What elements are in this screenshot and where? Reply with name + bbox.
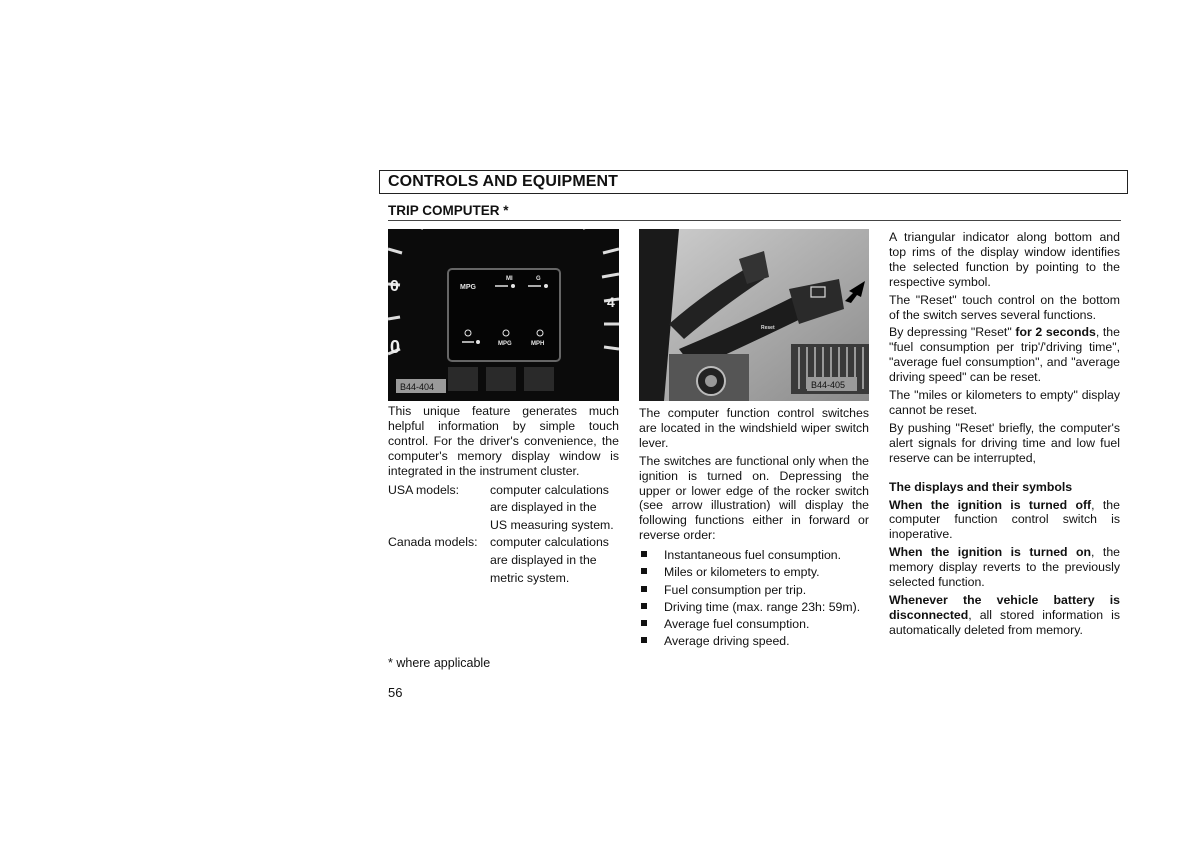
figure-code-1: B44-404 <box>400 382 435 392</box>
model-text-line: metric system. <box>490 570 570 585</box>
bullet-icon <box>641 568 647 574</box>
model-text-line: are displayed in the <box>490 552 597 567</box>
display-label-mpg-top: MPG <box>460 284 476 291</box>
reset-label: Reset <box>761 325 775 331</box>
no-reset-paragraph: The "miles or kilometers to empty" display cannot be reset. <box>889 388 1120 417</box>
display-label-mph: MPH <box>531 341 545 347</box>
svg-text:4: 4 <box>607 294 615 310</box>
text-run: By depressing "Reset" <box>889 325 1016 340</box>
list-item-text: Miles or kilometers to empty. <box>664 565 820 580</box>
model-row-canada <box>388 534 619 587</box>
model-text-line: are displayed in the <box>490 500 597 515</box>
bold-text-run: When the ignition is turned off <box>889 497 1092 512</box>
footnote: * where applicable <box>388 656 491 670</box>
reset-hold-paragraph <box>889 325 1120 385</box>
instrument-cluster-illustration <box>388 229 619 401</box>
list-item <box>639 599 869 616</box>
bold-text-run: When the ignition is turned on <box>889 545 1092 560</box>
intro-paragraph: This unique feature generates much helpful information by simple touch control. For the driver's convenience, the computer's memory display window is integrated in the instrument cluster. <box>388 404 619 478</box>
model-text-line: US measuring system. <box>490 517 614 532</box>
list-item-text: Instantaneous fuel consumption. <box>664 548 842 563</box>
wiper-switch-illustration <box>639 229 869 401</box>
model-label-usa: USA models: <box>388 482 460 497</box>
battery-paragraph <box>889 593 1120 638</box>
list-item <box>639 582 869 599</box>
column-middle <box>639 406 869 650</box>
reset-brief-paragraph: By pushing "Reset' briefly, the computer's alert signals for driving time and low fuel reserve can be interrupted, <box>889 420 1120 465</box>
model-text-line: computer calculations <box>490 535 609 550</box>
model-row-usa <box>388 482 619 535</box>
text-run: , the memory display reverts to the previously selected function. <box>889 545 1120 590</box>
section-title: TRIP COMPUTER * <box>388 203 509 218</box>
display-label-mi: MI <box>506 276 513 282</box>
chapter-title: CONTROLS AND EQUIPMENT <box>388 173 619 190</box>
display-label-mpg-bottom: MPG <box>498 341 512 347</box>
text-run: , all stored information is automatically deleted from memory. <box>889 607 1120 637</box>
chapter-header <box>379 170 1128 194</box>
page-number: 56 <box>388 685 403 700</box>
bullet-icon <box>641 586 647 592</box>
bold-text-run: Whenever the vehicle battery is disconnected <box>889 592 1120 622</box>
model-text-line: computer calculations <box>490 482 609 497</box>
list-item <box>639 547 869 564</box>
bold-text-run: for 2 seconds <box>1015 325 1096 340</box>
list-item-text: Average driving speed. <box>664 634 790 649</box>
model-label-canada: Canada models: <box>388 535 478 550</box>
list-item <box>639 616 869 633</box>
list-item-text: Average fuel consumption. <box>664 616 810 631</box>
reset-paragraph: The "Reset" touch control on the bottom of the switch serves several functions. <box>889 292 1120 322</box>
bullet-icon <box>641 637 647 643</box>
list-item-text: Driving time (max. range 23h: 59m). <box>664 599 861 614</box>
ignition-off-paragraph <box>889 498 1120 543</box>
figure-code-2: B44-405 <box>811 380 846 390</box>
displays-subheading: The displays and their symbols <box>889 479 1073 494</box>
wiper-switch-photo <box>639 229 869 401</box>
bullet-icon <box>641 620 647 626</box>
text-run: , the "fuel consumption per trip'/'driving time", "average fuel consumption", and "average driving speed" can be reset. <box>889 325 1120 385</box>
indicator-paragraph: A triangular indicator along bottom and top rims of the display window identifies the selected function by pointing to the respective symbol. <box>889 230 1120 289</box>
svg-text:0: 0 <box>390 278 399 295</box>
list-item <box>639 633 869 650</box>
function-list <box>639 547 869 650</box>
column-right <box>889 230 1120 641</box>
text-run: , the computer function control switch is inoperative. <box>889 497 1120 542</box>
display-label-g: G <box>536 276 541 282</box>
column-left <box>388 404 619 587</box>
svg-text:0: 0 <box>390 337 401 357</box>
bullet-icon <box>641 603 647 609</box>
figure-caption: The computer function control switches are located in the windshield wiper switch lever. <box>639 406 869 450</box>
list-item-text: Fuel consumption per trip. <box>664 582 807 597</box>
section-divider <box>388 220 1121 221</box>
bullet-icon <box>641 551 647 557</box>
switch-paragraph: The switches are functional only when the ignition is turned on. Depressing the upper or lower edge of the rocker switch (see arrow illustration) will display the following functions either in forward or reverse order: <box>639 453 869 543</box>
ignition-on-paragraph <box>889 545 1120 590</box>
instrument-cluster-photo <box>388 229 619 401</box>
list-item <box>639 564 869 581</box>
